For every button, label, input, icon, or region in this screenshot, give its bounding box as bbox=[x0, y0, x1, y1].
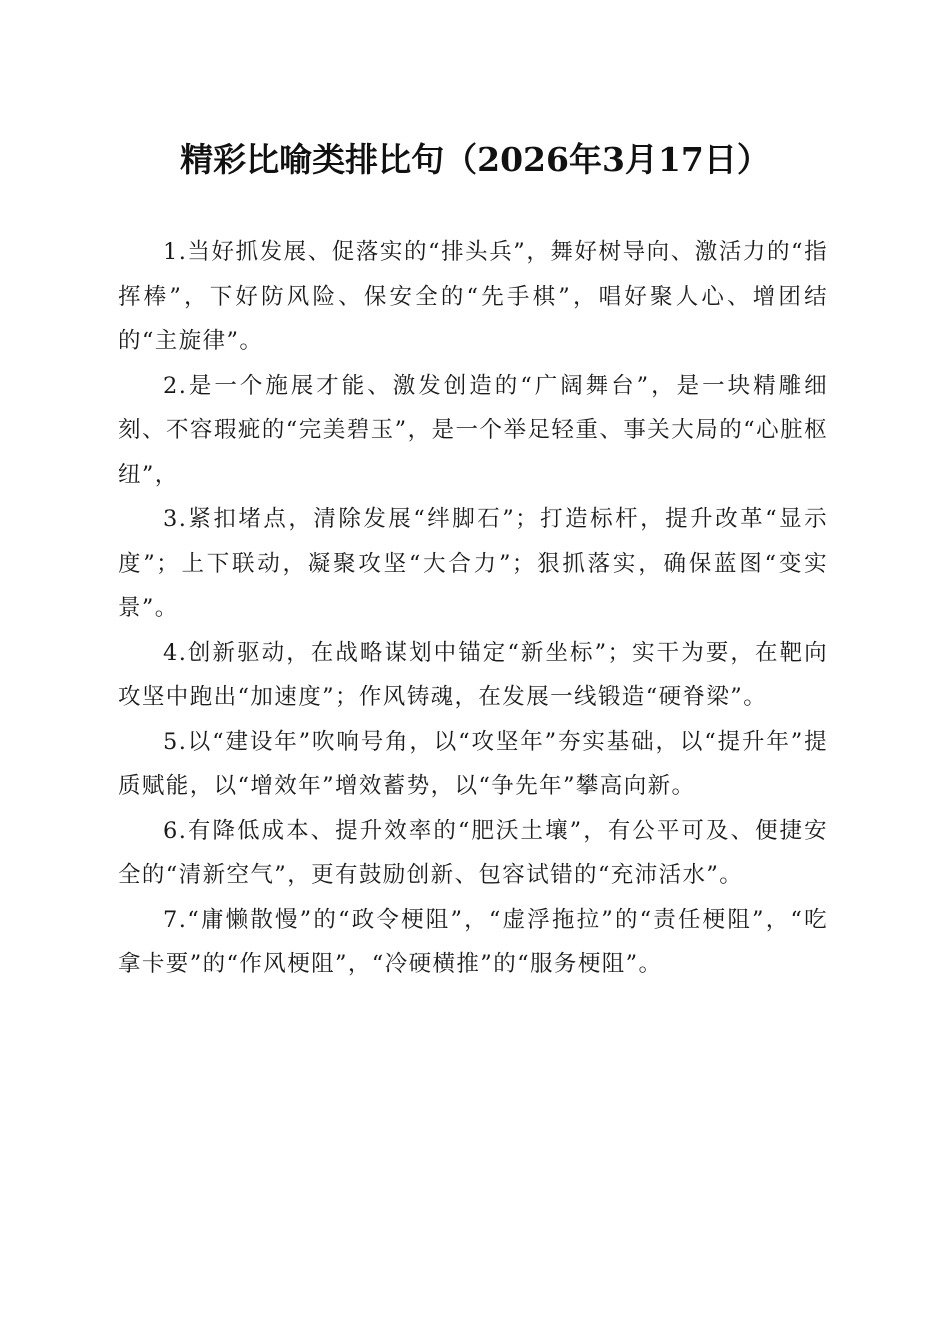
paragraph-2: 2.是一个施展才能、激发创造的“广阔舞台”，是一块精雕细刻、不容瑕疵的“完美碧玉”，是一个举足轻重、事关大局的“心脏枢纽”， bbox=[118, 372, 828, 488]
paragraph-3: 3.紧扣堵点，清除发展“绊脚石”；打造标杆，提升改革“显示度”；上下联动，凝聚攻坚“大合力”；狠抓落实，确保蓝图“变实景”。 bbox=[118, 506, 828, 621]
document-title: 精彩比喻类排比句（2026年3月17日） bbox=[180, 140, 770, 179]
paragraph-7: 7.“庸懒散慢”的“政令梗阻”，“虚浮拖拉”的“责任梗阻”，“吃拿卡要”的“作风梗阻”，“冷硬横推”的“服务梗阻”。 bbox=[118, 906, 828, 977]
paragraph-5: 5.以“建设年”吹响号角，以“攻坚年”夯实基础，以“提升年”提质赋能，以“增效年”增效蓄势，以“争先年”攀高向新。 bbox=[118, 728, 828, 799]
document-body bbox=[118, 230, 828, 987]
paragraph-6: 6.有降低成本、提升效率的“肥沃土壤”，有公平可及、便捷安全的“清新空气”，更有鼓励创新、包容试错的“充沛活水”。 bbox=[118, 817, 828, 888]
paragraph-1: 1.当好抓发展、促落实的“排头兵”，舞好树导向、激活力的“指挥棒”，下好防风险、保安全的“先手棋”，唱好聚人心、增团结的“主旋律”。 bbox=[118, 239, 828, 354]
paragraph-4: 4.创新驱动，在战略谋划中锚定“新坐标”；实干为要，在靶向攻坚中跑出“加速度”；作风铸魂，在发展一线锻造“硬脊梁”。 bbox=[118, 639, 828, 710]
